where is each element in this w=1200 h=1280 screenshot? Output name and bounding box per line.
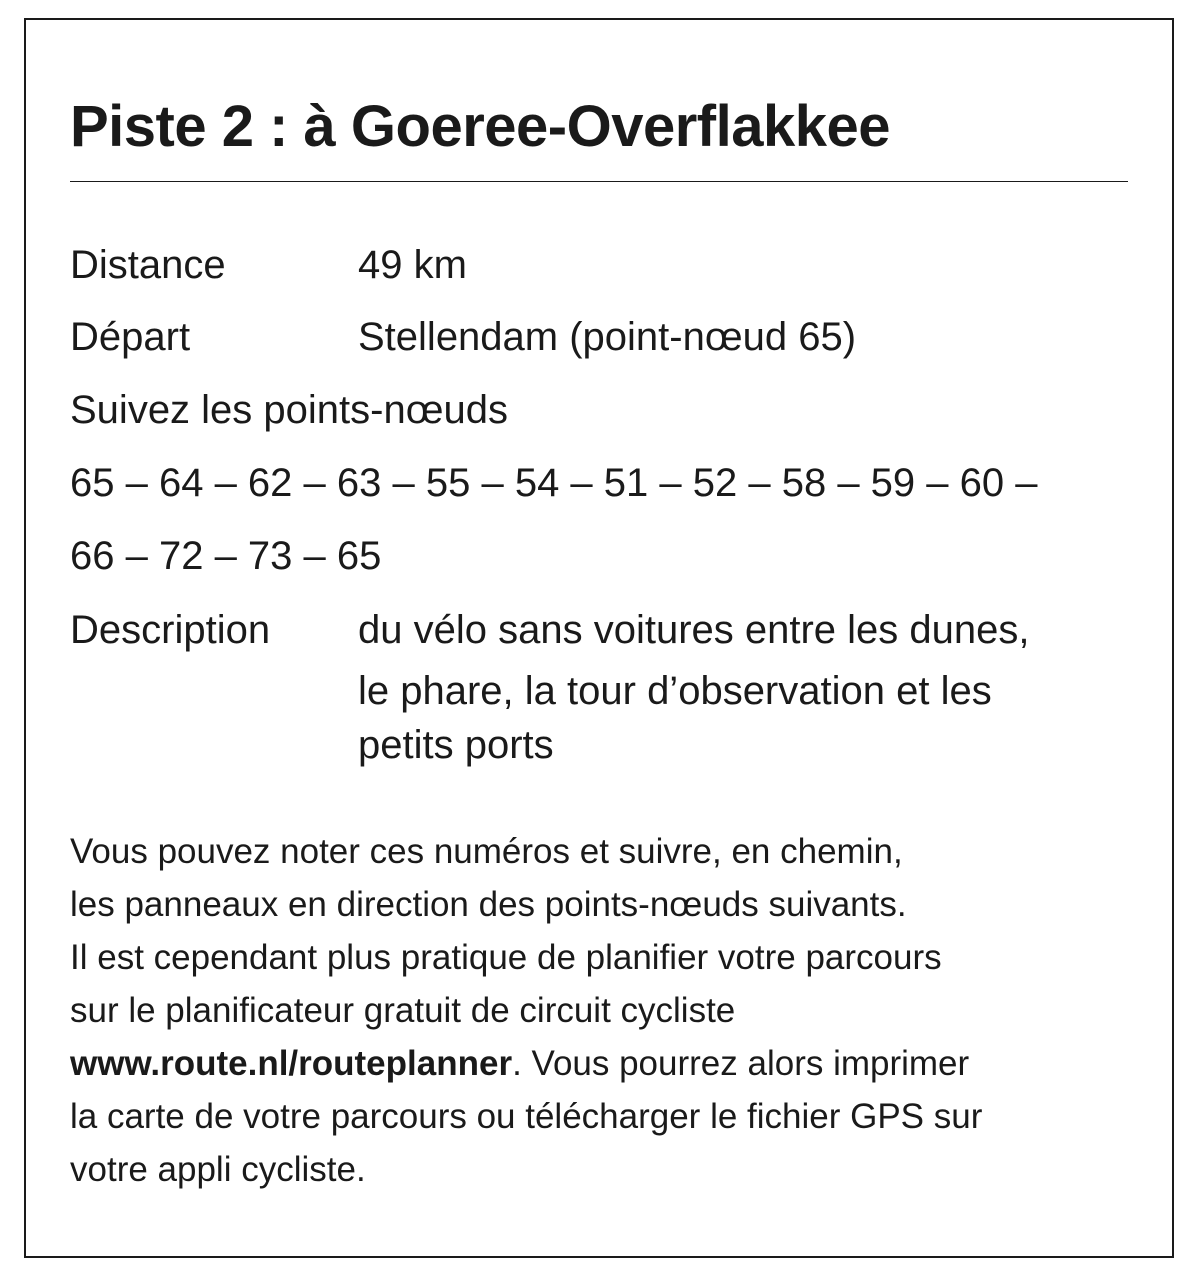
paragraph-line: les panneaux en direction des points-nœuds suivants. <box>70 885 907 924</box>
paragraph-line: la carte de votre parcours ou télécharger le fichier GPS sur <box>70 1097 983 1136</box>
paragraph-line: Vous pouvez noter ces numéros et suivre, en chemin, <box>70 832 903 871</box>
routeplanner-link[interactable]: www.route.nl/routeplanner <box>70 1044 513 1083</box>
distance-label: Distance <box>70 243 226 287</box>
paragraph-line: votre appli cycliste. <box>70 1150 366 1189</box>
description-line: le phare, la tour d’observation et les <box>358 669 992 713</box>
depart-row <box>70 317 856 357</box>
paragraph-line: Il est cependant plus pratique de planifier votre parcours <box>70 938 942 977</box>
description-text <box>358 610 1030 772</box>
description-label: Description <box>70 608 271 652</box>
depart-value: Stellendam (point-nœud 65) <box>358 315 857 359</box>
depart-label: Départ <box>70 315 191 359</box>
description-line: du vélo sans voitures entre les dunes, <box>358 608 1030 652</box>
paragraph-line-rest: . Vous pourrez alors imprimer <box>512 1044 970 1083</box>
distance-value: 49 km <box>358 243 467 287</box>
title-divider <box>70 181 1128 182</box>
description-line: petits ports <box>358 723 554 767</box>
route-info-card <box>24 18 1174 1258</box>
paragraph-line-with-link <box>70 1044 982 1097</box>
node-sequence-line-2: 66 – 72 – 73 – 65 <box>70 534 382 578</box>
instructions-paragraph <box>70 832 982 1203</box>
node-sequence-line-1: 65 – 64 – 62 – 63 – 55 – 54 – 51 – 52 – 58 – 59 – 60 – <box>70 461 1038 505</box>
paragraph-line: sur le planificateur gratuit de circuit cycliste <box>70 991 736 1030</box>
follow-nodes-label: Suivez les points-nœuds <box>70 388 508 432</box>
distance-row <box>70 245 467 285</box>
page-title: Piste 2 : à Goeree-Overflakkee <box>70 94 891 159</box>
